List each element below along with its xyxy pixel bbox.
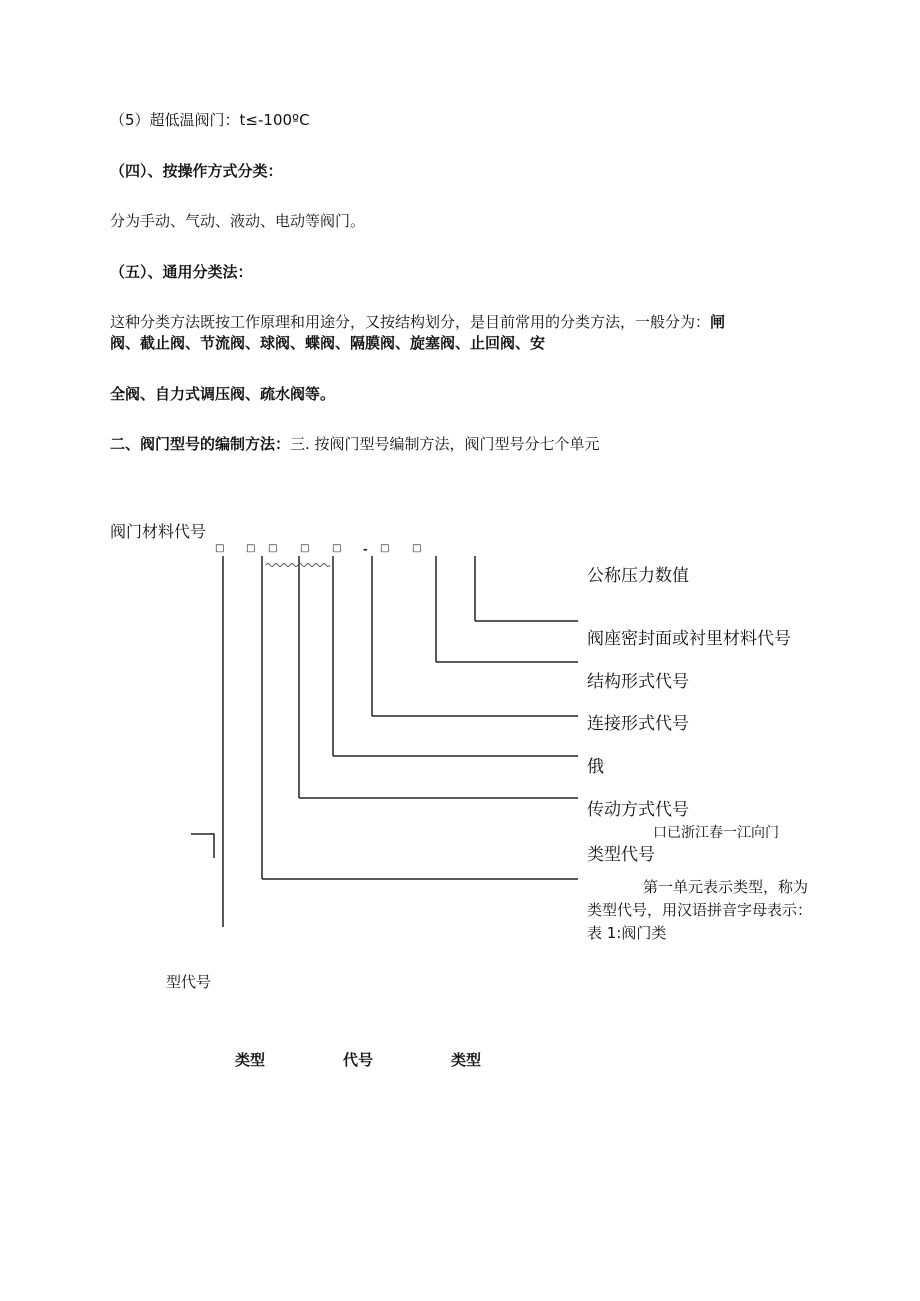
type-code-continuation: 型代号 — [166, 973, 212, 991]
model-compilation-heading: 二、阀门型号的编制方法： — [110, 435, 291, 453]
code-box-7: □ — [412, 543, 422, 554]
general-classification-bold-start: 闸 — [710, 313, 726, 331]
code-box-2: □ — [246, 543, 256, 554]
code-dash: - — [363, 543, 368, 556]
valve-list-line-2: 全阀、自力式调压阀、疏水阀等。 — [110, 385, 336, 403]
first-unit-description: 第一单元表示类型，称为类型代号，用汉语拼音字母表示：表 1:阀门类 — [587, 878, 813, 942]
code-box-5: □ — [332, 543, 342, 554]
table-header-type-1: 类型 — [235, 1051, 266, 1069]
valve-list-line-1: 阀、截止阀、节流阀、球阀、蝶阀、隔膜阀、旋塞阀、止回阀、安 — [110, 334, 546, 352]
table-header-code: 代号 — [343, 1051, 374, 1069]
heading-operation-classification: （四）、按操作方式分类： — [110, 162, 283, 180]
code-box-4: □ — [300, 543, 310, 554]
garbled-note: 口已浙江春一江向门 — [653, 825, 779, 841]
valve-material-code-label: 阀门材料代号 — [110, 522, 207, 541]
corner-mark — [191, 834, 214, 858]
general-classification-plain: 这种分类方法既按工作原理和用途分，又按结构划分，是目前常用的分类方法，一般分为： — [110, 313, 711, 331]
code-box-1: □ — [215, 543, 225, 554]
unnamed-unit-label: 俄 — [587, 757, 604, 777]
code-box-6: □ — [380, 543, 390, 554]
drive-mode-label: 传动方式代号 — [587, 800, 689, 820]
connection-form-label: 连接形式代号 — [587, 714, 689, 734]
ultra-low-temp-line: （5）超低温阀门：t≤-100ºC — [110, 111, 310, 129]
model-compilation-text: 三. 按阀门型号编制方法，阀门型号分七个单元 — [290, 435, 600, 453]
type-code-label: 类型代号 — [587, 845, 655, 865]
seat-material-label: 阀座密封面或衬里材料代号 — [587, 629, 791, 649]
heading-general-classification: （五）、通用分类法： — [110, 263, 253, 281]
wavy-underline — [266, 564, 330, 567]
structure-form-label: 结构形式代号 — [587, 672, 689, 692]
nominal-pressure-label: 公称压力数值 — [587, 566, 689, 586]
code-box-3: □ — [268, 543, 278, 554]
operation-types-line: 分为手动、气动、液动、电动等阀门。 — [110, 212, 366, 230]
table-header-type-2: 类型 — [451, 1051, 482, 1069]
